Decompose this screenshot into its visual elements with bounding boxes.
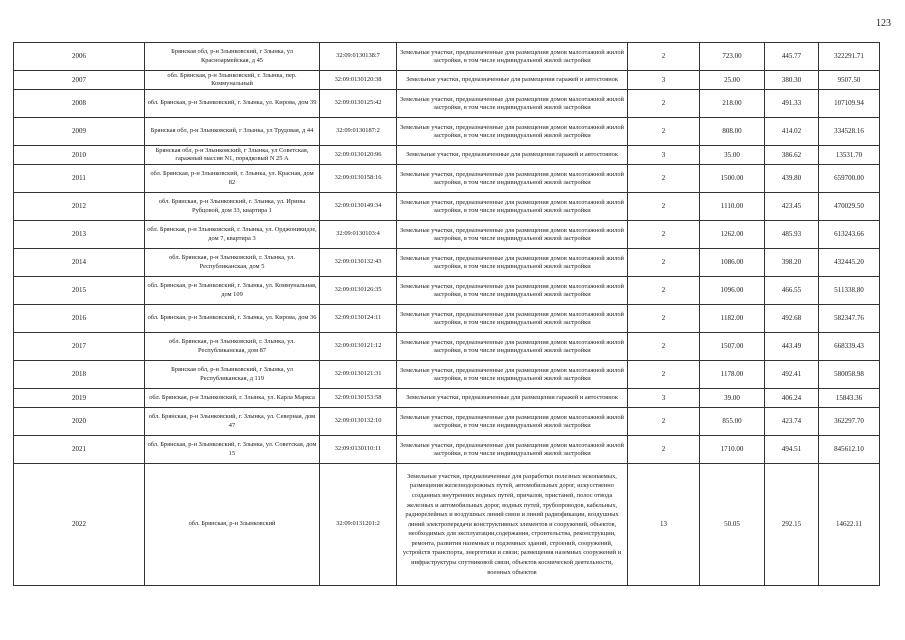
row-number: 2014	[14, 249, 145, 277]
unit-value-cell: 423.74	[765, 408, 819, 436]
row-number: 2012	[14, 193, 145, 221]
address-cell: обл. Брянская, р-н Злынковский, г. Злынка, ул. Орджоникидзе, дом 7, квартира 3	[145, 221, 320, 249]
area-cell: 1500.00	[700, 165, 765, 193]
row-number: 2017	[14, 333, 145, 361]
cadastral-value-cell: 511338.80	[819, 277, 880, 305]
land-purpose-cell: Земельные участки, предназначенные для размещения домов малоэтажной жилой застройки, в том числе индивидуальной жилой застройки	[397, 249, 628, 277]
table-row	[14, 193, 880, 221]
unit-value-cell: 445.77	[765, 43, 819, 71]
cadastral-number-cell: 32:09:0130125:42	[320, 90, 397, 118]
address-cell: обл. Брянская, р-н Злынковский	[145, 464, 320, 586]
address-cell: обл. Брянская, р-н Злынковский, г. Злынка, ул. Коммунальная, дом 109	[145, 277, 320, 305]
group-cell: 2	[628, 118, 700, 146]
land-purpose-cell: Земельные участки, предназначенные для размещения домов малоэтажной жилой застройки, в том числе индивидуальной жилой застройки	[397, 43, 628, 71]
cadastral-number-cell: 32:09:0130126:35	[320, 277, 397, 305]
cadastral-number-cell: 32:09:0130132:43	[320, 249, 397, 277]
group-cell: 2	[628, 361, 700, 389]
group-cell: 2	[628, 436, 700, 464]
cadastral-number-cell: 32:09:0130158:16	[320, 165, 397, 193]
land-purpose-cell: Земельные участки, предназначенные для размещения домов малоэтажной жилой застройки, в том числе индивидуальной жилой застройки	[397, 277, 628, 305]
cadastral-value-cell: 14622.11	[819, 464, 880, 586]
address-cell: Брянская обл, р-н Злынковский, г Злынка, ул Трудовая, д 44	[145, 118, 320, 146]
land-purpose-cell: Земельные участки, предназначенные для размещения домов малоэтажной жилой застройки, в том числе индивидуальной жилой застройки	[397, 408, 628, 436]
row-number: 2009	[14, 118, 145, 146]
page-number: 123	[876, 18, 891, 29]
row-number: 2019	[14, 389, 145, 408]
address-cell: обл. Брянская, р-н Злынковский, г. Злынка, ул. Северная, дом 47	[145, 408, 320, 436]
group-cell: 2	[628, 90, 700, 118]
table-row	[14, 165, 880, 193]
address-cell: обл. Брянская, р-н Злынковский, г. Злынка, ул. Красная, дом 82	[145, 165, 320, 193]
cadastral-value-cell: 13531.70	[819, 146, 880, 165]
unit-value-cell: 494.51	[765, 436, 819, 464]
unit-value-cell: 492.68	[765, 305, 819, 333]
table-row	[14, 389, 880, 408]
area-cell: 1178.00	[700, 361, 765, 389]
unit-value-cell: 485.93	[765, 221, 819, 249]
address-cell: обл. Брянская, р-н Злынковский, г. Злынка, ул. Кирова, дом 36	[145, 305, 320, 333]
cadastral-value-cell: 322291.71	[819, 43, 880, 71]
group-cell: 2	[628, 165, 700, 193]
group-cell: 3	[628, 71, 700, 90]
address-cell: Брянская обл, р-н Злынковский, г Злынка, ул Красноармейская, д 45	[145, 43, 320, 71]
table-row	[14, 408, 880, 436]
land-purpose-cell: Земельные участки, предназначенные для размещения домов малоэтажной жилой застройки, в том числе индивидуальной жилой застройки	[397, 221, 628, 249]
area-cell: 35.00	[700, 146, 765, 165]
area-cell: 1086.00	[700, 249, 765, 277]
land-purpose-cell: Земельные участки, предназначенные для размещения домов малоэтажной жилой застройки, в том числе индивидуальной жилой застройки	[397, 361, 628, 389]
table-row	[14, 90, 880, 118]
row-number: 2020	[14, 408, 145, 436]
address-cell: обл. Брянская, р-н Злынковский, г. Злынка, пер. Коммунальный	[145, 71, 320, 90]
area-cell: 1182.00	[700, 305, 765, 333]
cadastral-value-cell: 845612.10	[819, 436, 880, 464]
land-purpose-cell: Земельные участки, предназначенные для разработки полезных ископаемых, размещения железнодорожных путей, автомобильных дорог, искусственно созданных внутренних водных путей, причалов, пристаней, полос отвода железных и автомобильных дорог, водных путей, трубопроводов, кабельных, радиорелейных и воздушных линий связи и линий радиофикации, воздушных линий электропередачи конструктивных элементов и сооружений, объектов, необходимых для эксплуатации,содержания, строительства, реконструкции, ремонта, развития наземных и подземных зданий, строений, сооружений, устройств транспорта, энергетики и связи; размещения наземных сооружений и инфраструктуры спутниковой связи, объектов космической деятельности, военных объектов	[397, 464, 628, 586]
unit-value-cell: 423.45	[765, 193, 819, 221]
group-cell: 3	[628, 389, 700, 408]
cadastral-number-cell: 32:09:0130121:12	[320, 333, 397, 361]
address-cell: обл. Брянская, р-н Злынковский, г. Злынка, ул. Кирова, дом 39	[145, 90, 320, 118]
area-cell: 723.00	[700, 43, 765, 71]
unit-value-cell: 406.24	[765, 389, 819, 408]
cadastral-value-cell: 334528.16	[819, 118, 880, 146]
unit-value-cell: 466.55	[765, 277, 819, 305]
table-row	[14, 221, 880, 249]
cadastral-number-cell: 32:09:0130103:4	[320, 221, 397, 249]
cadastral-value-cell: 9507.50	[819, 71, 880, 90]
land-purpose-cell: Земельные участки, предназначенные для размещения домов малоэтажной жилой застройки, в том числе индивидуальной жилой застройки	[397, 193, 628, 221]
unit-value-cell: 439.80	[765, 165, 819, 193]
row-number: 2018	[14, 361, 145, 389]
unit-value-cell: 491.33	[765, 90, 819, 118]
cadastral-number-cell: 32:09:0130187:2	[320, 118, 397, 146]
area-cell: 1262.00	[700, 221, 765, 249]
land-purpose-cell: Земельные участки, предназначенные для размещения гаражей и автостоянок	[397, 146, 628, 165]
cadastral-value-cell: 15843.36	[819, 389, 880, 408]
row-number: 2013	[14, 221, 145, 249]
cadastral-value-cell: 580058.98	[819, 361, 880, 389]
group-cell: 2	[628, 221, 700, 249]
land-purpose-cell: Земельные участки, предназначенные для размещения домов малоэтажной жилой застройки, в том числе индивидуальной жилой застройки	[397, 118, 628, 146]
address-cell: Брянская обл, р-н Злынковский, г Злынка, ул Советская, гаражный массив N1, порядковый N 25 А	[145, 146, 320, 165]
cadastral-value-cell: 362297.70	[819, 408, 880, 436]
area-cell: 218.00	[700, 90, 765, 118]
cadastral-number-cell: 32:09:0130110:11	[320, 436, 397, 464]
row-number: 2016	[14, 305, 145, 333]
cadastral-value-cell: 613243.66	[819, 221, 880, 249]
cadastral-value-cell: 107109.94	[819, 90, 880, 118]
row-number: 2011	[14, 165, 145, 193]
group-cell: 2	[628, 249, 700, 277]
address-cell: Брянская обл, р-н Злынковский, г Злынка, ул Республиканская, д 119	[145, 361, 320, 389]
land-purpose-cell: Земельные участки, предназначенные для размещения гаражей и автостоянок	[397, 389, 628, 408]
land-purpose-cell: Земельные участки, предназначенные для размещения домов малоэтажной жилой застройки, в том числе индивидуальной жилой застройки	[397, 333, 628, 361]
row-number: 2007	[14, 71, 145, 90]
area-cell: 1710.00	[700, 436, 765, 464]
cadastral-number-cell: 32:09:0130132:10	[320, 408, 397, 436]
area-cell: 855.00	[700, 408, 765, 436]
cadastral-number-cell: 32:09:0131201:2	[320, 464, 397, 586]
row-number: 2006	[14, 43, 145, 71]
land-purpose-cell: Земельные участки, предназначенные для размещения домов малоэтажной жилой застройки, в том числе индивидуальной жилой застройки	[397, 436, 628, 464]
cadastral-number-cell: 32:09:0130120:38	[320, 71, 397, 90]
table-row	[14, 464, 880, 586]
address-cell: обл. Брянская, р-н Злынковский, г. Злынка, ул. Ирины Рубцовой, дом 33, квартира 1	[145, 193, 320, 221]
unit-value-cell: 492.41	[765, 361, 819, 389]
table-row	[14, 146, 880, 165]
land-registry-table	[13, 42, 880, 586]
cadastral-number-cell: 32:09:0130153:58	[320, 389, 397, 408]
land-purpose-cell: Земельные участки, предназначенные для размещения домов малоэтажной жилой застройки, в том числе индивидуальной жилой застройки	[397, 90, 628, 118]
unit-value-cell: 386.62	[765, 146, 819, 165]
table-row	[14, 43, 880, 71]
unit-value-cell: 398.20	[765, 249, 819, 277]
group-cell: 2	[628, 193, 700, 221]
group-cell: 2	[628, 43, 700, 71]
unit-value-cell: 414.02	[765, 118, 819, 146]
row-number: 2021	[14, 436, 145, 464]
cadastral-value-cell: 668339.43	[819, 333, 880, 361]
cadastral-value-cell: 582347.76	[819, 305, 880, 333]
group-cell: 2	[628, 277, 700, 305]
address-cell: обл. Брянская, р-н Злынковский, г. Злынка, ул. Республиканская, дом 5	[145, 249, 320, 277]
land-purpose-cell: Земельные участки, предназначенные для размещения гаражей и автостоянок	[397, 71, 628, 90]
group-cell: 2	[628, 333, 700, 361]
area-cell: 1096.00	[700, 277, 765, 305]
group-cell: 13	[628, 464, 700, 586]
cadastral-number-cell: 32:09:0130124:11	[320, 305, 397, 333]
area-cell: 50.05	[700, 464, 765, 586]
table-row	[14, 71, 880, 90]
unit-value-cell: 292.15	[765, 464, 819, 586]
cadastral-number-cell: 32:09:0130121:31	[320, 361, 397, 389]
table-row	[14, 361, 880, 389]
address-cell: обл. Брянская, р-н Злынковский, г. Злынка, ул. Карла Маркса	[145, 389, 320, 408]
area-cell: 1507.00	[700, 333, 765, 361]
area-cell: 39.00	[700, 389, 765, 408]
table-row	[14, 305, 880, 333]
row-number: 2015	[14, 277, 145, 305]
row-number: 2022	[14, 464, 145, 586]
table-row	[14, 277, 880, 305]
table-row	[14, 333, 880, 361]
table-row	[14, 436, 880, 464]
cadastral-number-cell: 32:09:0130138:7	[320, 43, 397, 71]
land-purpose-cell: Земельные участки, предназначенные для размещения домов малоэтажной жилой застройки, в том числе индивидуальной жилой застройки	[397, 305, 628, 333]
address-cell: обл. Брянская, р-н Злынковский, г. Злынка, ул. Республиканская, дом 87	[145, 333, 320, 361]
address-cell: обл. Брянская, р-н Злынковский, г. Злынка, ул. Советская, дом 15	[145, 436, 320, 464]
unit-value-cell: 380.30	[765, 71, 819, 90]
table-row	[14, 118, 880, 146]
unit-value-cell: 443.49	[765, 333, 819, 361]
cadastral-value-cell: 470029.50	[819, 193, 880, 221]
group-cell: 2	[628, 305, 700, 333]
row-number: 2008	[14, 90, 145, 118]
cadastral-number-cell: 32:09:0130149:34	[320, 193, 397, 221]
area-cell: 1110.00	[700, 193, 765, 221]
cadastral-value-cell: 659700.00	[819, 165, 880, 193]
table-row	[14, 249, 880, 277]
row-number: 2010	[14, 146, 145, 165]
group-cell: 3	[628, 146, 700, 165]
land-purpose-cell: Земельные участки, предназначенные для размещения домов малоэтажной жилой застройки, в том числе индивидуальной жилой застройки	[397, 165, 628, 193]
cadastral-number-cell: 32:09:0130120:96	[320, 146, 397, 165]
area-cell: 808.00	[700, 118, 765, 146]
area-cell: 25.00	[700, 71, 765, 90]
cadastral-value-cell: 432445.20	[819, 249, 880, 277]
group-cell: 2	[628, 408, 700, 436]
